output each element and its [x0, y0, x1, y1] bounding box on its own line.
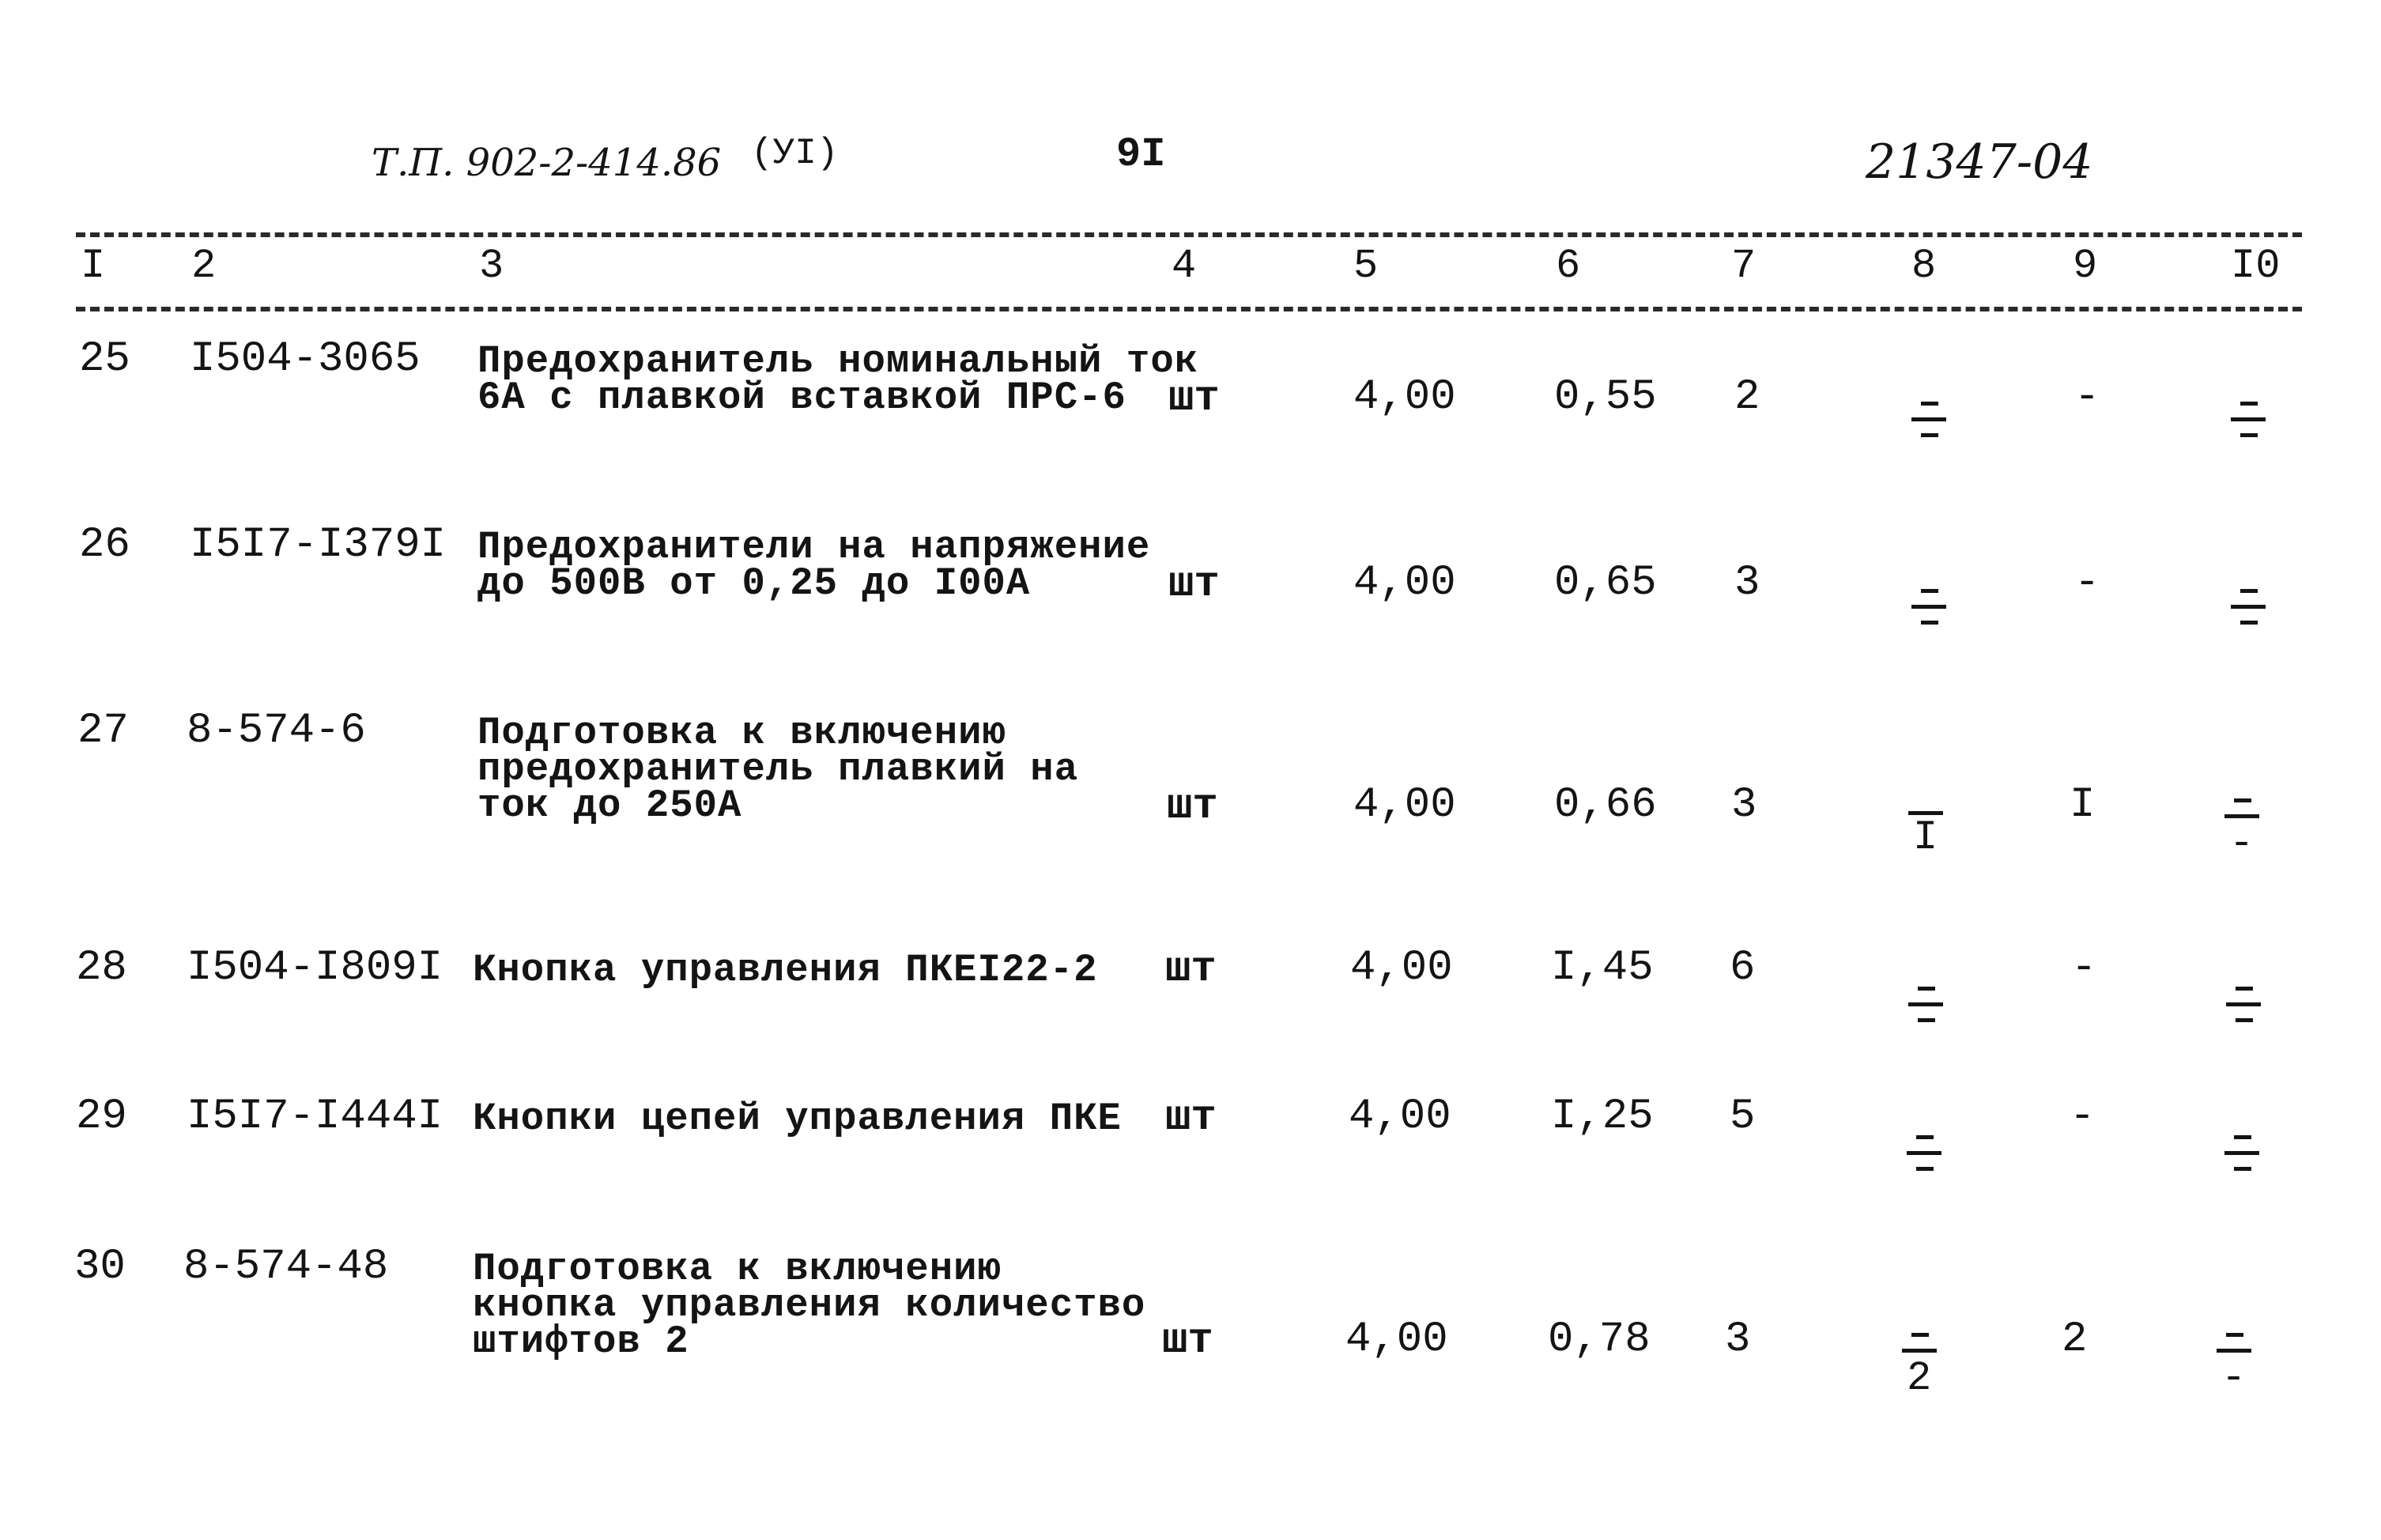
value-col9: -	[2071, 944, 2097, 992]
fraction-col10	[2218, 798, 2266, 893]
column-number-2: 2	[191, 243, 217, 289]
fraction-col8	[1896, 1333, 1943, 1428]
column-number-1: I	[81, 243, 106, 289]
fraction-col10	[2224, 387, 2272, 474]
row-number: 25	[79, 335, 130, 383]
value-col9: 2	[2062, 1315, 2088, 1364]
description-line: до 500В от 0,25 до I00А	[477, 561, 1031, 606]
value-col9: -	[2074, 559, 2100, 607]
fraction-col10	[2224, 575, 2272, 662]
description-line: ток до 250А	[477, 783, 742, 828]
fraction-dash	[2240, 621, 2258, 625]
price-code: 8-574-48	[183, 1243, 389, 1291]
fraction-denominator: -	[2221, 1355, 2247, 1402]
value-col5: 4,00	[1353, 373, 1456, 421]
fraction-col8	[1902, 972, 1949, 1059]
value-col7: 3	[1725, 1315, 1751, 1364]
fraction-col10	[2218, 1121, 2266, 1208]
fraction-dash	[2240, 433, 2258, 437]
item-description	[477, 711, 1079, 828]
volume-label: (УI)	[751, 133, 839, 174]
description-line: 6А с плавкой вставкой ПРС-6	[477, 376, 1126, 420]
fraction-bar	[1911, 605, 1946, 609]
fraction-bar	[2224, 814, 2259, 818]
fraction-dash	[1921, 402, 1938, 406]
unit: шт	[1168, 375, 1220, 423]
row-number: 29	[76, 1093, 127, 1141]
value-col7: 6	[1730, 944, 1756, 992]
price-code: 8-574-6	[187, 707, 366, 755]
value-col7: 3	[1734, 559, 1760, 607]
row-number: 28	[76, 944, 127, 992]
fraction-dash	[2226, 1333, 2243, 1337]
unit: шт	[1165, 1094, 1217, 1142]
fraction-denominator: I	[1913, 814, 1938, 861]
fraction-dash	[2236, 987, 2253, 991]
column-number-5: 5	[1353, 243, 1379, 289]
fraction-dash	[1921, 589, 1938, 593]
fraction-bar	[2231, 605, 2266, 609]
fraction-dash	[2240, 402, 2258, 406]
value-col7: 5	[1730, 1093, 1756, 1141]
row-number: 30	[74, 1243, 126, 1291]
value-col6: I,25	[1551, 1093, 1654, 1141]
fraction-col10	[2220, 972, 2267, 1059]
column-number-7: 7	[1731, 243, 1757, 289]
unit: шт	[1168, 561, 1220, 609]
fraction-col8	[1905, 387, 1953, 474]
fraction-bar	[2226, 1002, 2261, 1006]
fraction-bar	[1902, 1349, 1937, 1353]
description-line: Предохранитель номинальный ток	[477, 339, 1199, 383]
value-col7: 3	[1731, 781, 1757, 829]
fraction-dash	[1916, 1167, 1934, 1171]
fraction-bar	[2217, 1349, 2251, 1353]
value-col9: -	[2074, 373, 2100, 421]
description-line: кнопка управления количество	[473, 1283, 1146, 1327]
value-col5: 4,00	[1345, 1315, 1448, 1364]
fraction-bar	[1907, 1151, 1941, 1155]
fraction-denominator: 2	[1907, 1355, 1932, 1402]
unit: шт	[1165, 946, 1217, 994]
fraction-bar	[2224, 1151, 2259, 1155]
fraction-dash	[2236, 1018, 2253, 1022]
description-line: Кнопка управления ПКЕI22-2	[473, 948, 1098, 992]
fraction-denominator: -	[2229, 821, 2255, 867]
row-number: 27	[77, 707, 129, 755]
description-line: Подготовка к включению	[473, 1247, 1002, 1291]
description-line: штифтов 2	[473, 1319, 689, 1364]
description-line: Подготовка к включению	[477, 711, 1006, 755]
value-col5: 4,00	[1350, 944, 1453, 992]
description-line: Предохранители на напряжение	[477, 525, 1151, 569]
value-col6: 0,55	[1554, 373, 1657, 421]
value-col9: -	[2070, 1093, 2096, 1141]
value-col6: I,45	[1551, 944, 1654, 992]
fraction-col8	[1902, 798, 1949, 893]
fraction-dash	[1921, 621, 1938, 625]
value-col5: 4,00	[1353, 781, 1456, 829]
fraction-dash	[1911, 1333, 1929, 1337]
value-col9: I	[2070, 781, 2096, 829]
fraction-dash	[2240, 589, 2258, 593]
price-code: I504-I809I	[187, 944, 443, 992]
item-description	[473, 948, 1098, 992]
fraction-dash	[1918, 1018, 1935, 1022]
fraction-dash	[1921, 433, 1938, 437]
value-col6: 0,78	[1548, 1315, 1651, 1364]
column-number-4: 4	[1172, 243, 1197, 289]
item-description	[473, 1247, 1146, 1364]
value-col5: 4,00	[1349, 1093, 1451, 1141]
document-number: 21347-04	[1866, 134, 2093, 190]
header-bottom-divider	[76, 307, 2302, 311]
page-number: 9I	[1116, 131, 1166, 178]
column-number-10: I0	[2231, 243, 2281, 289]
project-code: Т.П. 902-2-414.86	[372, 141, 722, 185]
fraction-dash	[1916, 1135, 1934, 1139]
fraction-col8	[1905, 575, 1953, 662]
fraction-dash	[2234, 798, 2251, 802]
column-number-6: 6	[1556, 243, 1581, 289]
value-col7: 2	[1734, 373, 1760, 421]
unit: шт	[1167, 783, 1218, 831]
fraction-dash	[1918, 987, 1935, 991]
fraction-col10	[2210, 1333, 2258, 1428]
price-code: I5I7-I379I	[190, 521, 447, 569]
column-number-3: 3	[479, 243, 504, 289]
fraction-bar	[1911, 417, 1946, 421]
value-col6: 0,65	[1554, 559, 1657, 607]
fraction-bar	[2231, 417, 2266, 421]
unit: шт	[1162, 1317, 1213, 1365]
price-code: I504-3065	[190, 335, 421, 383]
description-line: Кнопки цепей управления ПКЕ	[473, 1096, 1122, 1141]
fraction-bar	[1908, 1002, 1943, 1006]
price-code: I5I7-I444I	[187, 1093, 443, 1141]
fraction-col8	[1900, 1121, 1948, 1208]
column-number-9: 9	[2073, 243, 2098, 289]
value-col6: 0,66	[1554, 781, 1657, 829]
item-description	[473, 1096, 1122, 1141]
item-description	[477, 525, 1151, 606]
fraction-dash	[2234, 1167, 2251, 1171]
header-top-divider	[76, 232, 2302, 237]
value-col5: 4,00	[1353, 559, 1456, 607]
fraction-dash	[2234, 1135, 2251, 1139]
row-number: 26	[79, 521, 130, 569]
description-line: предохранитель плавкий на	[477, 747, 1079, 791]
column-number-8: 8	[1911, 243, 1937, 289]
